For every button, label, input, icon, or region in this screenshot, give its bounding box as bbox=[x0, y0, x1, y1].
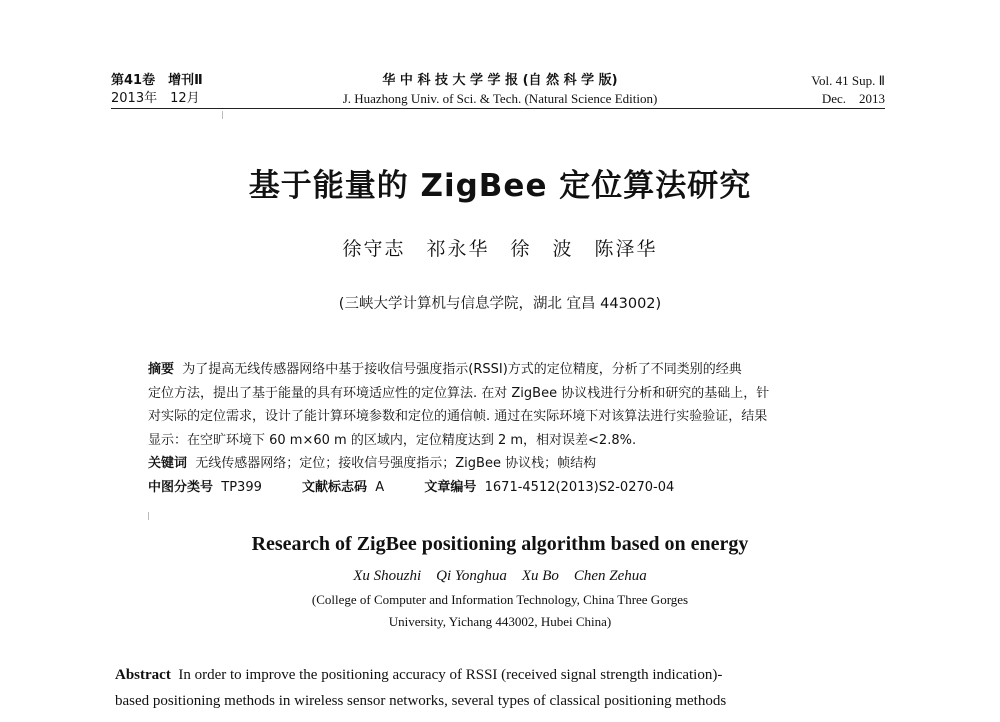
header-right bbox=[811, 72, 885, 108]
keywords-cn-label: 关键词 bbox=[148, 456, 188, 471]
doc-code-value: A bbox=[375, 479, 385, 495]
article-number-value: 1671-4512(2013)S2-0270-04 bbox=[484, 479, 675, 495]
affiliation-en bbox=[0, 589, 1000, 633]
journal-title-en: J. Huazhong Univ. of Sci. & Tech. (Natural Science Edition) bbox=[342, 91, 658, 106]
keywords-cn-text: 无线传感器网络；定位；接收信号强度指示；ZigBee 协议栈；帧结构 bbox=[195, 456, 597, 471]
affiliation-en-line-2: University, Yichang 443002, Hubei China) bbox=[388, 614, 612, 629]
volume-issue: 第41卷 增刊Ⅱ bbox=[111, 73, 203, 88]
abstract-cn-line-2: 定位方法，提出了基于能量的具有环境适应性的定位算法. 在对 ZigBee 协议栈进行分析和研究的基础上，针 bbox=[148, 385, 770, 401]
header-rule bbox=[111, 108, 885, 109]
header-center bbox=[280, 72, 720, 108]
volume-en: Vol. 41 Sup. Ⅱ bbox=[811, 73, 885, 88]
authors-cn: 徐守志 祁永华 徐 波 陈泽华 bbox=[342, 238, 658, 260]
publication-date: 2013年 12月 bbox=[111, 91, 200, 106]
classification-line bbox=[148, 476, 863, 500]
affiliation-cn: (三峡大学计算机与信息学院，湖北 宜昌 443002) bbox=[338, 296, 662, 312]
clc-value: TP399 bbox=[221, 479, 262, 495]
abstract-cn-line-4: 显示：在空旷环境下 60 m×60 m 的区域内，定位精度达到 2 m，相对误差<2.8%. bbox=[148, 432, 637, 448]
margin-tick-mid bbox=[148, 512, 149, 520]
journal-title-cn: 华 中 科 技 大 学 学 报 (自 然 科 学 版) bbox=[382, 73, 618, 88]
keywords-cn bbox=[148, 452, 863, 476]
article-number-label: 文章编号 bbox=[424, 479, 477, 495]
affiliation-en-line-1: (College of Computer and Information Technology, China Three Gorges bbox=[311, 592, 689, 607]
header-left bbox=[111, 72, 203, 108]
abstract-en-line-1 bbox=[115, 662, 887, 688]
abstract-cn-line-3: 对实际的定位需求，设计了能计算环境参数和定位的通信帧. 通过在实际环境下对该算法进行实验验证，结果 bbox=[148, 409, 768, 424]
abstract-cn-label: 摘要 bbox=[148, 362, 175, 377]
abstract-cn bbox=[148, 358, 863, 499]
paper-title-en: Research of ZigBee positioning algorithm based on energy bbox=[251, 533, 749, 555]
authors-en: Xu Shouzhi Qi Yonghua Xu Bo Chen Zehua bbox=[353, 568, 647, 584]
abstract-cn-line-1 bbox=[148, 358, 863, 382]
abstract-cn-text-1: 为了提高无线传感器网络中基于接收信号强度指示(RSSI)方式的定位精度，分析了不同类别的经典 bbox=[182, 362, 742, 377]
abstract-en bbox=[115, 662, 887, 714]
abstract-en-line-2: based positioning methods in wireless sensor networks, several types of classical positioning methods bbox=[115, 693, 727, 709]
doc-code-label: 文献标志码 bbox=[302, 479, 368, 495]
clc-label: 中图分类号 bbox=[148, 479, 214, 495]
abstract-en-text-1: In order to improve the positioning accuracy of RSSI (received signal strength indication)- bbox=[178, 667, 723, 683]
paper-title-cn: 基于能量的 ZigBee 定位算法研究 bbox=[248, 168, 752, 204]
date-en: Dec. 2013 bbox=[821, 91, 885, 106]
abstract-en-label: Abstract bbox=[115, 667, 171, 683]
margin-tick-top bbox=[222, 111, 223, 119]
